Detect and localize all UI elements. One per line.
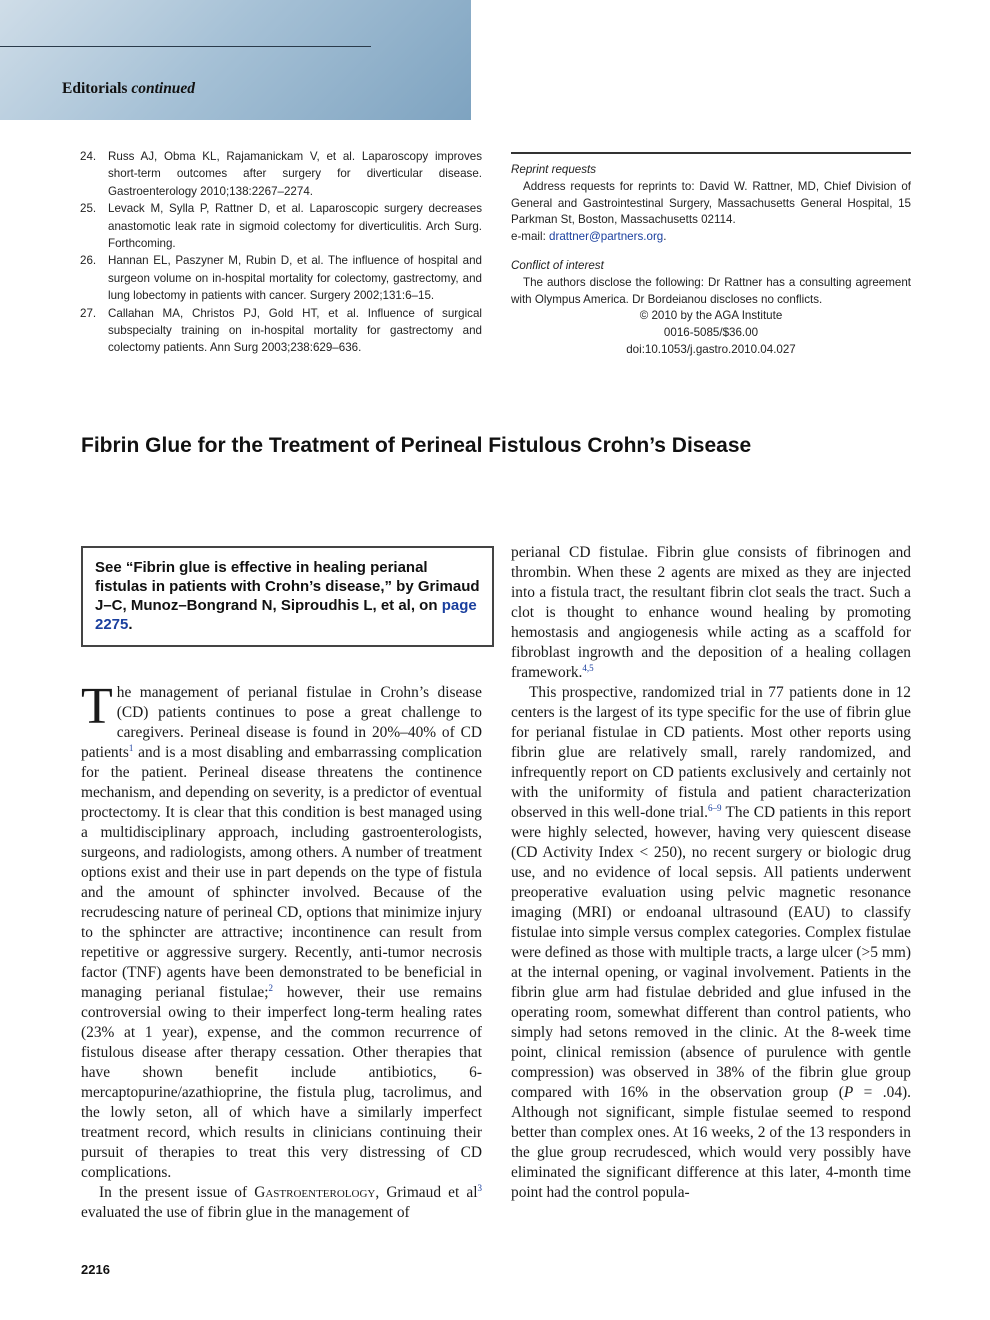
article-title: Fibrin Glue for the Treatment of Perineal Fistulous Crohn’s Disease: [81, 434, 752, 457]
header-rule: [0, 46, 371, 47]
reprint-heading: Reprint requests: [511, 163, 597, 176]
page-link[interactable]: page 2275: [95, 597, 477, 633]
citation-link[interactable]: 6–9: [708, 802, 722, 813]
citation-link[interactable]: 3: [477, 1182, 482, 1193]
paragraph: This prospective, randomized trial in 77 patients done in 12 centers is the largest of its type specific for the use of fibrin glue for perianal fistulae in CD patients. Most other reports using fibrin glue are relatively small, rarely randomized, and infrequently report on CD patients exclusively and certainly not with the uniformity of fistula and patient characterization observed in this well-done trial.$^{6-9}$ The CD patients in this report were highly selected, however, having very quiescent disease (CD Activity Index < 250), no recent surgery or biologic drug use, and no evidence of local sepsis. All patients underwent preoperative evaluation using pelvic magnetic resonance imaging (MRI) or endoanal ultrasound (EAU) to classify fistulae into simple versus complex categories. Complex fistulae were defined as those with multiple tracts, a large ulcer (>5 mm) at the internal opening, or vaginal involvement. Patients in the fibrin glue arm had fistulae debrided and glue infused in the operating room, somewhat different than control patients, who simply had setons removed in the clinic. At the 8-week time point, clinical remission (absence of purulence with gentle compression) was observed in 38% of the fibrin glue group compared with 16% in the observation group (P = .04). Although not significant, simple fistulae seemed to respond better than complex ones. At 16 weeks, 2 of the 13 responders in the glue group recrudesced, which would very possibly have eliminated the significant difference at this later, 4-month time point had the control popula-: [511, 684, 911, 1201]
drop-cap: T: [81, 678, 113, 735]
reference-list: [80, 148, 482, 357]
reprint-text: Address requests for reprints to: David W. Rattner, MD, Chief Division of General and Gastrointestinal Surgery, Massachusetts General Hospital, 15 Parkman St, Boston, Massachusetts 02114. e-mail: drattner@partners.org.: [511, 179, 911, 244]
paragraph: In the present issue of Gastroenterology, Grimaud et $al^3$ evaluated the use of fibrin glue in the management of: [81, 1182, 482, 1221]
conflict-heading: Conflict of interest: [511, 258, 604, 272]
body-column-right: [511, 543, 911, 1203]
issn-line: 0016-5085/$36.00: [663, 326, 759, 340]
reference-item: 27. Callahan MA, Christos PJ, Gold HT, et al. Influence of surgical subspecialty training on in-hospital mortality for gastrectomy and colectomy patients. Ann Surg 2003;238:629–636.: [80, 306, 482, 355]
citation-link[interactable]: 2: [268, 982, 273, 993]
copyright-line: © 2010 by the AGA Institute: [639, 309, 783, 323]
header-band: [0, 0, 471, 120]
paragraph: perianal CD fistulae. Fibrin glue consists of fibrinogen and thrombin. When these 2 agents are mixed as they are injected into a fistula tract, the resultant fibrin clot seals the tract. Such a clot is thought to enhance wound healing by promoting hemostasis and angiogenesis while acting as a scaffold for fibroblast ingrowth and the deposition of a healing collagen framework.$^{4,5}$: [511, 544, 911, 681]
page-number: 2216: [81, 1262, 110, 1277]
reference-item: 26. Hannan EL, Paszyner M, Rubin D, et al. The influence of hospital and surgeon volume on in-hospital mortality for colectomy, gastrectomy, and lung lobectomy in patients with cancer. Surgery 2002;131:6–15.: [80, 254, 482, 303]
email-link[interactable]: drattner@partners.org: [549, 230, 664, 244]
citation-link[interactable]: 4,5: [582, 662, 594, 673]
reference-item: 25. Levack M, Sylla P, Rattner D, et al. Laparoscopic surgery decreases anastomotic leak rate in sigmoid colectomy for diverticulitis. Arch Surg. Forthcoming.: [80, 202, 482, 251]
doi-line: doi:10.1053/j.gastro.2010.04.027: [626, 342, 796, 356]
reference-item: 24. Russ AJ, Obma KL, Rajamanickam V, et al. Laparoscopy improves short-term outcomes after surgery for diverticular disease. Gastroenterology 2010;138:2267–2274.: [80, 150, 482, 198]
section-label: Editorials continued: [62, 80, 196, 97]
author-info-box: [511, 152, 911, 359]
see-also-box: See “Fibrin glue is effective in healing perianal fistulas in patients with Crohn’s disease,” by Grimaud J–C, Munoz–Bongrand N, Siproudhis L, et al, on page 2275.: [81, 546, 494, 647]
paragraph: The management of perianal fistulae in Crohn’s disease (CD) patients continues to pose a great challenge to caregivers. Perineal disease is found in 20%–40% of CD patients$^1$ and is a most disabling and embarrassing complication for the patient. Perineal disease threatens the continence mechanism, and depending on severity, is a predictor of eventual proctectomy. It is clear that this condition is best managed using a multidisciplinary approach, including gastroenterologists, surgeons, and radiologists, among others. A number of treatment options exist and their use in part depends on the type of fistula and the amount of sphincter involved. Because of the recrudescing nature of perineal CD, options that minimize injury to the sphincter are attractive; incontinence can result from repetitive or aggressive surgery. Recently, anti-tumor necrosis factor (TNF) agents have been demonstrated to be beneficial in managing perianal fistulae;$^2$ however, their use remains controversial owing to their imperfect long-term healing rates (23% at 1 year), expense, and the common recurrence of fistulous disease after therapy cessation. Other therapies that have shown benefit include antibiotics, 6-mercaptopurine/azathioprine, the fistula plug, tacrolimus, and the lowly seton, all of which have a similarly imperfect treatment record, which results in clinicians continuing their pursuit of therapies to treat this very distressing of CD complications.: [81, 678, 482, 1181]
body-column-left: [81, 678, 482, 1223]
citation-link[interactable]: 1: [128, 742, 134, 753]
conflict-text: The authors disclose the following: Dr Rattner has a consulting agreement with Olympus America. Dr Bordeianou discloses no conflicts.: [511, 275, 911, 306]
